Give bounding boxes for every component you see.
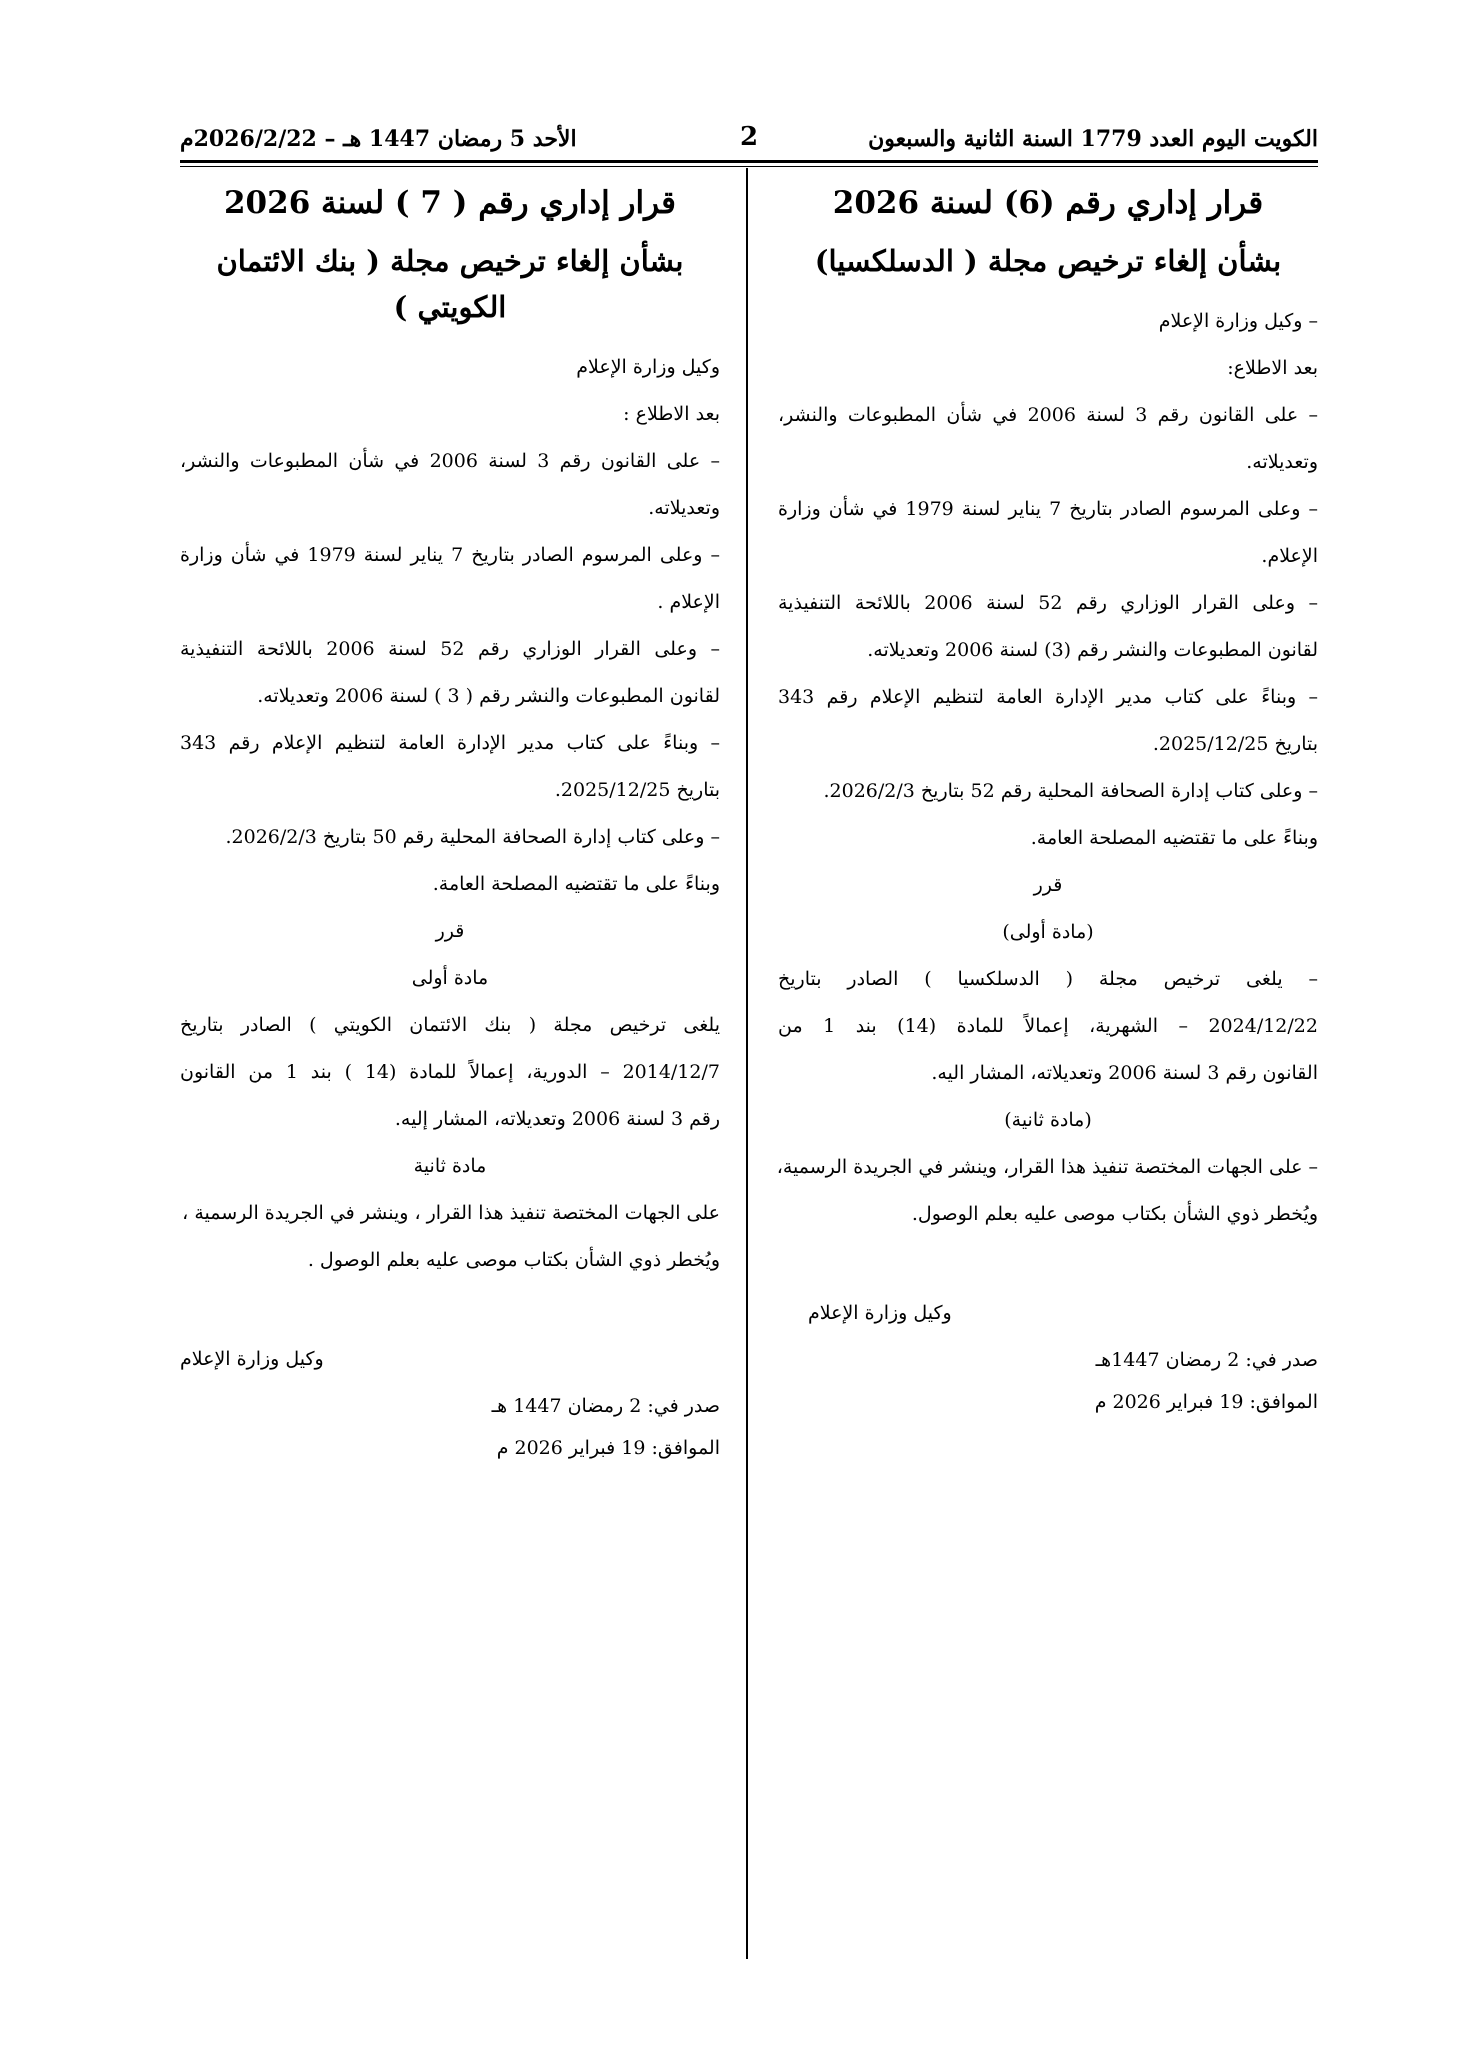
- decision-7-line: بعد الاطلاع :: [623, 403, 720, 425]
- column-divider: [746, 168, 748, 1959]
- decision-7-line: بتاريخ 2025/12/25.: [554, 779, 720, 801]
- decision-7-line: وبناءً على ما تقتضيه المصلحة العامة.: [432, 873, 720, 895]
- decision-7-line: – وبناءً على كتاب مدير الإدارة العامة لتنظيم الإعلام رقم 343: [180, 732, 720, 754]
- decision-6-line: وتعديلاته.: [1246, 451, 1318, 473]
- decision-7-line: وتعديلاته.: [648, 497, 720, 519]
- header-page-number: 2: [739, 122, 759, 152]
- page-header: [180, 118, 1318, 158]
- decision-6-article1-line: – يلغى ترخيص مجلة ( الدسلكسيا ) الصادر بتاريخ: [778, 968, 1318, 990]
- decision-7-article2-heading: مادة ثانية: [413, 1155, 487, 1177]
- decision-6-line: بعد الاطلاع:: [1227, 357, 1318, 379]
- decision-6-subtitle: بشأن إلغاء ترخيص مجلة ( الدسلكسيا): [814, 244, 1282, 278]
- decision-6-line: وبناءً على ما تقتضيه المصلحة العامة.: [1030, 827, 1318, 849]
- decision-7-line: وكيل وزارة الإعلام: [576, 356, 720, 378]
- decision-7-decided: قرر: [435, 920, 465, 942]
- decision-7-article1-line: 2014/12/7 – الدورية، إعمالاً للمادة (14 ) بند 1 من القانون: [180, 1061, 720, 1083]
- decision-6-article1-heading: (مادة أولى): [1002, 921, 1094, 943]
- decision-6-line: بتاريخ 2025/12/25.: [1152, 733, 1318, 755]
- decision-7-article1-heading: مادة أولى: [411, 967, 489, 989]
- decision-6-column: [778, 180, 1318, 1420]
- decision-7-issued: صدر في: 2 رمضان 1447 هـ: [491, 1395, 720, 1417]
- decision-6-decided: قرر: [1033, 874, 1063, 896]
- decision-6-line: – وعلى القرار الوزاري رقم 52 لسنة 2006 باللائحة التنفيذية: [778, 592, 1318, 614]
- decision-7-line: – وعلى المرسوم الصادر بتاريخ 7 يناير لسنة 1979 في شأن وزارة: [180, 544, 720, 566]
- decision-7-article2-line: ويُخطر ذوي الشأن بكتاب موصى عليه بعلم الوصول .: [307, 1249, 720, 1271]
- header-issue-info: الكويت اليوم العدد 1779 السنة الثانية والسبعون: [868, 126, 1318, 152]
- decision-7-article1-line: يلغى ترخيص مجلة ( بنك الائتمان الكويتي ) الصادر بتاريخ: [180, 1014, 720, 1036]
- decision-6-article2-heading: (مادة ثانية): [1004, 1109, 1092, 1131]
- decision-7-line: الإعلام .: [657, 591, 720, 613]
- decision-6-issued: صدر في: 2 رمضان 1447هـ: [1095, 1349, 1318, 1371]
- decision-6-article1-line: 2024/12/22 – الشهرية، إعمالاً للمادة (14) بند 1 من: [778, 1015, 1318, 1037]
- decision-6-corresponding: الموافق: 19 فبراير 2026 م: [1094, 1391, 1318, 1413]
- decision-6-line: – وكيل وزارة الإعلام: [1158, 310, 1318, 332]
- decision-7-line: لقانون المطبوعات والنشر رقم ( 3 ) لسنة 2006 وتعديلاته.: [257, 685, 720, 707]
- decision-7-article1-line: رقم 3 لسنة 2006 وتعديلاته، المشار إليه.: [394, 1108, 720, 1130]
- decision-7-title: قرار إداري رقم ( 7 ) لسنة 2026: [223, 185, 676, 221]
- decision-7-column: [180, 180, 720, 1466]
- decision-6-title: قرار إداري رقم (6) لسنة 2026: [832, 185, 1264, 221]
- decision-6-article2-line: – على الجهات المختصة تنفيذ هذا القرار، وينشر في الجريدة الرسمية،: [776, 1156, 1318, 1178]
- decision-7-subtitle: بشأن إلغاء ترخيص مجلة ( بنك الائتمان الكويتي ): [216, 244, 684, 324]
- decision-6-line: – وبناءً على كتاب مدير الإدارة العامة لتنظيم الإعلام رقم 343: [778, 686, 1318, 708]
- decision-7-line: – وعلى كتاب إدارة الصحافة المحلية رقم 50 بتاريخ 2026/2/3.: [225, 826, 720, 848]
- decision-6-line: – وعلى المرسوم الصادر بتاريخ 7 يناير لسنة 1979 في شأن وزارة: [778, 498, 1318, 520]
- header-date: الأحد 5 رمضان 1447 هـ – 2026/2/22م: [180, 126, 577, 152]
- decision-7-signatory: وكيل وزارة الإعلام: [180, 1348, 324, 1370]
- decision-7-article2-line: على الجهات المختصة تنفيذ هذا القرار ، وينشر في الجريدة الرسمية ،: [182, 1202, 720, 1224]
- decision-7-line: – على القانون رقم 3 لسنة 2006 في شأن المطبوعات والنشر،: [180, 450, 720, 472]
- decision-6-line: لقانون المطبوعات والنشر رقم (3) لسنة 2006 وتعديلاته.: [867, 639, 1318, 661]
- decision-6-article2-line: ويُخطر ذوي الشأن بكتاب موصى عليه بعلم الوصول.: [911, 1203, 1318, 1225]
- decision-7-corresponding: الموافق: 19 فبراير 2026 م: [496, 1437, 720, 1459]
- decision-6-article1-line: القانون رقم 3 لسنة 2006 وتعديلاته، المشار اليه.: [931, 1062, 1318, 1084]
- decision-6-line: – وعلى كتاب إدارة الصحافة المحلية رقم 52 بتاريخ 2026/2/3.: [823, 780, 1318, 802]
- decision-7-line: – وعلى القرار الوزاري رقم 52 لسنة 2006 باللائحة التنفيذية: [180, 638, 720, 660]
- decision-6-line: الإعلام.: [1261, 545, 1318, 567]
- header-rule-thin: [180, 166, 1318, 167]
- decision-6-signatory: وكيل وزارة الإعلام: [808, 1302, 952, 1324]
- decision-6-line: – على القانون رقم 3 لسنة 2006 في شأن المطبوعات والنشر،: [778, 404, 1318, 426]
- header-rule-thick: [180, 160, 1318, 163]
